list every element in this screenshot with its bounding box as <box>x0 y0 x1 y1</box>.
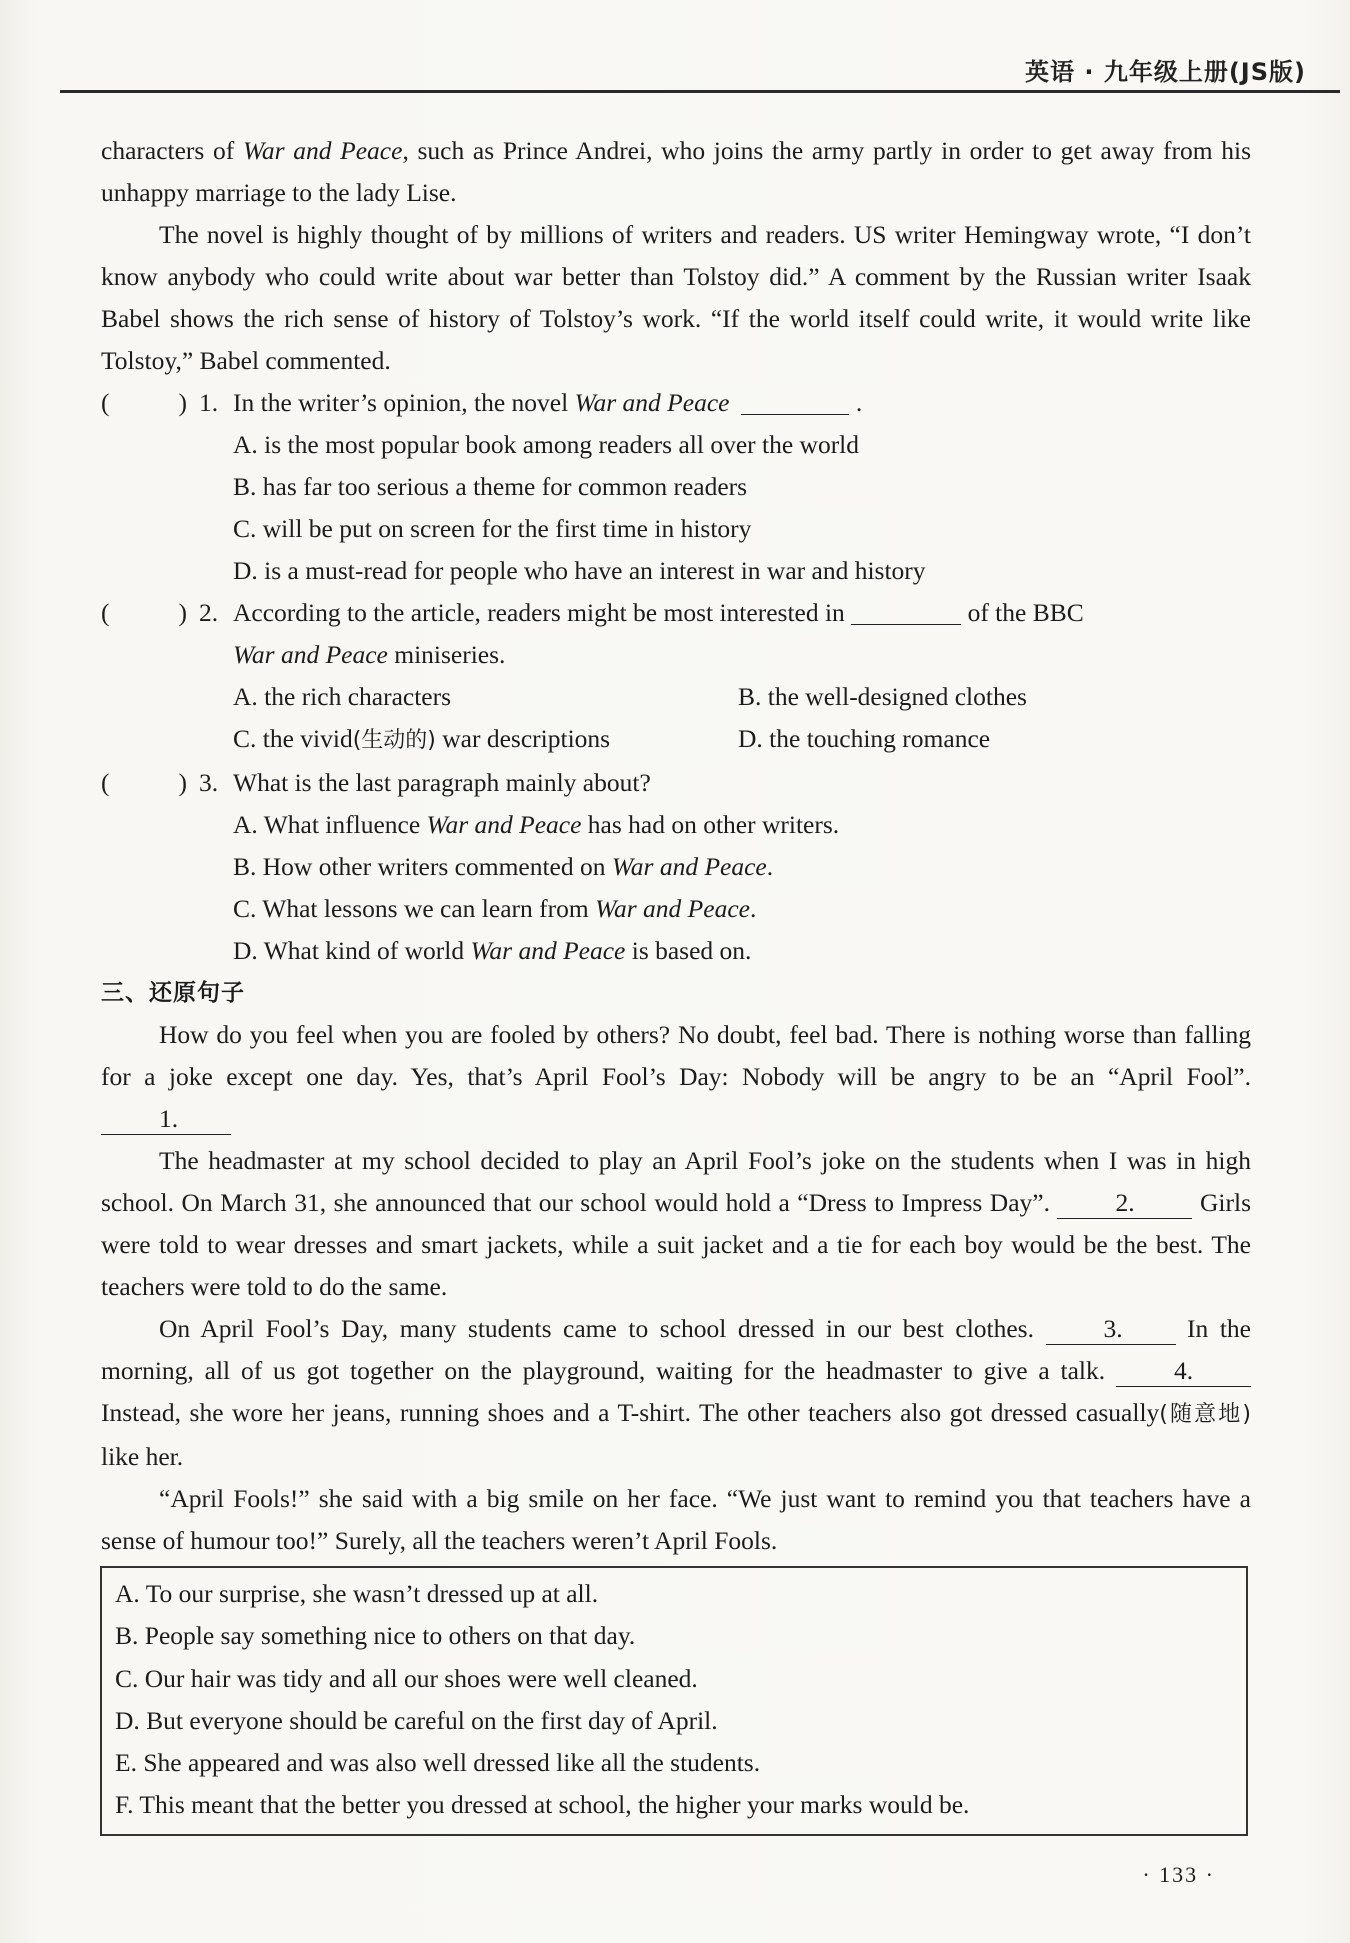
answer-option-b[interactable]: B. People say something nice to others on that day. <box>115 1621 636 1651</box>
question-number: 2. <box>199 598 219 627</box>
question-3 <box>101 762 1251 804</box>
header-title: 英语 · 九年级上册(JS版) <box>1025 58 1306 86</box>
gap-2[interactable]: 2. <box>1057 1188 1192 1219</box>
answer-blank[interactable] <box>851 594 961 625</box>
option-c[interactable]: C. the vivid(生动的) war descriptions <box>233 724 611 753</box>
answer-bracket[interactable]: ( ) <box>101 768 187 797</box>
option-d[interactable]: D. the touching romance <box>738 724 991 753</box>
page-number: · 133 · <box>1142 1862 1215 1887</box>
answer-options-box <box>100 1566 1248 1836</box>
question-number: 1. <box>199 388 219 417</box>
question-number: 3. <box>199 768 219 797</box>
question-3-options <box>101 804 1251 972</box>
section-heading: 三、还原句子 <box>101 980 245 1006</box>
option-a[interactable]: A. What influence War and Peace has had on other writers. <box>233 810 840 839</box>
option-c[interactable]: C. What lessons we can learn from War and Peace. <box>233 894 757 923</box>
question-stem: According to the article, readers might be most interested in of the BBC War and Peace miniseries. <box>233 592 1251 676</box>
answer-option-d[interactable]: D. But everyone should be careful on the first day of April. <box>115 1705 718 1735</box>
cloze-paragraph: On April Fool’s Day, many students came to school dressed in our best clothes. 3. In the morning, all of us got together on the playground, waiting for the headmaster to give a talk. 4. Instead, she wore her jeans, running shoes and a T-shirt. The other teachers also got dressed casually(随意地) like her. <box>101 1314 1251 1471</box>
option-b[interactable]: B. How other writers commented on War and Peace. <box>233 852 774 881</box>
option-d[interactable]: D. What kind of world War and Peace is based on. <box>233 936 752 965</box>
reading-paragraph: The novel is highly thought of by millions of writers and readers. US writer Hemingway wrote, “I don’t know anybody who could write about war better than Tolstoy did.” A comment by the Russian writer Isaak Babel shows the rich sense of history of Tolstoy’s work. “If the world itself could write, it would write like Tolstoy,” Babel commented. <box>101 220 1251 375</box>
option-b[interactable]: B. the well-designed clothes <box>738 682 1027 711</box>
option-b[interactable]: B. has far too serious a theme for common readers <box>233 472 748 501</box>
gap-3[interactable]: 3. <box>1046 1314 1176 1345</box>
option-a[interactable]: A. the rich characters <box>233 682 452 711</box>
option-c[interactable]: C. will be put on screen for the first time in history <box>233 514 752 543</box>
cloze-paragraph: The headmaster at my school decided to play an April Fool’s joke on the students when I was in high school. On March 31, she announced that our school would hold a “Dress to Impress Day”. 2. Girls were told to wear dresses and smart jackets, while a suit jacket and a tie for each boy would be the best. The teachers were told to do the same. <box>101 1146 1251 1301</box>
answer-option-c[interactable]: C. Our hair was tidy and all our shoes were well cleaned. <box>115 1663 698 1693</box>
cloze-paragraph: How do you feel when you are fooled by others? No doubt, feel bad. There is nothing worse than falling for a joke except one day. Yes, that’s April Fool’s Day: Nobody will be angry to be an “April Fool”. 1. <box>101 1020 1251 1133</box>
option-a[interactable]: A. is the most popular book among readers all over the world <box>233 430 860 459</box>
question-stem: In the writer’s opinion, the novel War and Peace . <box>233 388 862 417</box>
question-1 <box>101 382 1251 424</box>
question-2-options <box>101 676 1251 762</box>
answer-option-a[interactable]: A. To our surprise, she wasn’t dressed up at all. <box>115 1579 599 1608</box>
answer-bracket[interactable]: ( ) <box>101 388 187 417</box>
gap-1[interactable]: 1. <box>101 1104 231 1135</box>
page-content <box>101 130 1251 1562</box>
answer-option-e[interactable]: E. She appeared and was also well dressed like all the students. <box>115 1748 761 1778</box>
question-1-options <box>101 424 1251 592</box>
question-stem: What is the last paragraph mainly about? <box>233 768 651 797</box>
reading-paragraph: characters of War and Peace, such as Prince Andrei, who joins the army partly in order to get away from his unhappy marriage to the lady Lise. <box>101 136 1251 207</box>
answer-blank[interactable] <box>741 384 849 415</box>
answer-bracket[interactable]: ( ) <box>101 598 187 627</box>
question-2 <box>101 592 1251 676</box>
gap-4[interactable]: 4. <box>1116 1356 1251 1387</box>
cloze-paragraph: “April Fools!” she said with a big smile on her face. “We just want to remind you that teachers have a sense of humour too!” Surely, all the teachers weren’t April Fools. <box>101 1484 1251 1555</box>
option-d[interactable]: D. is a must-read for people who have an interest in war and history <box>233 556 926 585</box>
header-rule <box>60 90 1340 93</box>
answer-option-f[interactable]: F. This meant that the better you dressed at school, the higher your marks would be. <box>115 1790 970 1820</box>
